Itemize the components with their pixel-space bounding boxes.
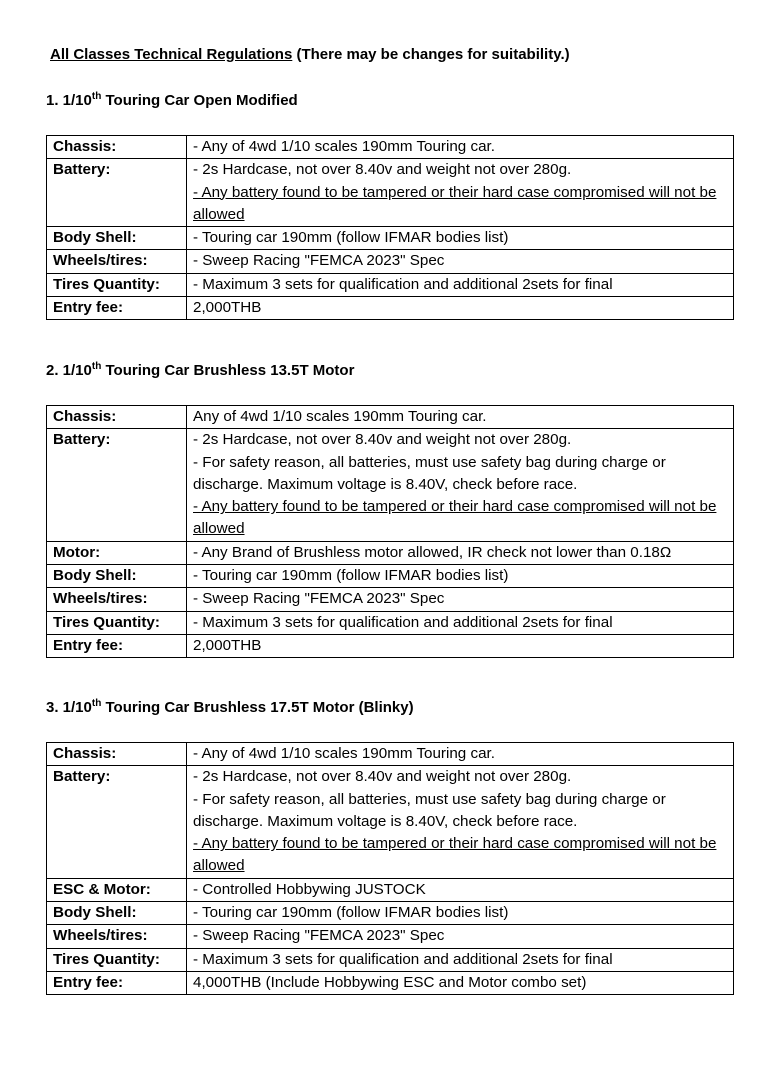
spec-row <box>47 971 734 994</box>
spec-label: Wheels/tires: <box>47 925 187 948</box>
spec-value-line: - Maximum 3 sets for qualification and additional 2sets for final <box>193 613 613 631</box>
spec-label: Body Shell: <box>47 902 187 925</box>
section-number: 2. 1/10 <box>46 362 92 379</box>
heading-note: (There may be changes for suitability.) <box>292 46 570 63</box>
spec-label: Motor: <box>47 541 187 564</box>
spec-row <box>47 136 734 159</box>
spec-value <box>187 406 734 429</box>
section-title-17-5t <box>46 699 414 716</box>
spec-label: Wheels/tires: <box>47 588 187 611</box>
section-superscript: th <box>91 91 102 102</box>
spec-value <box>187 588 734 611</box>
spec-table <box>46 135 734 320</box>
spec-value-line: - Sweep Racing "FEMCA 2023" Spec <box>193 252 445 270</box>
spec-row <box>47 250 734 273</box>
document-heading <box>50 46 570 63</box>
spec-label: Battery: <box>47 159 187 227</box>
spec-value <box>187 227 734 250</box>
section-superscript: th <box>91 361 102 372</box>
spec-label: Entry fee: <box>47 971 187 994</box>
section-superscript: th <box>91 698 102 709</box>
spec-value-line: discharge. Maximum voltage is 8.40V, check before race. <box>193 475 578 493</box>
spec-row <box>47 541 734 564</box>
spec-row <box>47 565 734 588</box>
spec-value <box>187 878 734 901</box>
spec-value-line: - Touring car 190mm (follow IFMAR bodies list) <box>193 904 509 922</box>
spec-row <box>47 297 734 320</box>
spec-row <box>47 766 734 878</box>
spec-value-line: - For safety reason, all batteries, must use safety bag during charge or <box>193 453 666 471</box>
spec-warning-text: - Any battery found to be tampered or their hard case compromised will not be allowed <box>193 183 717 223</box>
spec-value-line: discharge. Maximum voltage is 8.40V, check before race. <box>193 812 578 830</box>
spec-value-line: - Sweep Racing "FEMCA 2023" Spec <box>193 590 445 608</box>
spec-value-line: - 2s Hardcase, not over 8.40v and weight not over 280g. <box>193 431 572 449</box>
section-title-13-5t <box>46 362 354 379</box>
spec-row <box>47 273 734 296</box>
section-number: 3. 1/10 <box>46 699 92 716</box>
spec-value <box>187 136 734 159</box>
spec-value <box>187 766 734 878</box>
section-number: 1. 1/10 <box>46 92 92 109</box>
spec-label: Entry fee: <box>47 297 187 320</box>
spec-value-line: - Sweep Racing "FEMCA 2023" Spec <box>193 927 445 945</box>
spec-value-line: 4,000THB (Include Hobbywing ESC and Motor combo set) <box>193 973 587 991</box>
spec-label: Tires Quantity: <box>47 611 187 634</box>
spec-row <box>47 878 734 901</box>
spec-value <box>187 159 734 227</box>
spec-value <box>187 925 734 948</box>
spec-row <box>47 406 734 429</box>
spec-value <box>187 634 734 657</box>
spec-value-line: - For safety reason, all batteries, must use safety bag during charge or <box>193 790 666 808</box>
spec-warning-text: - Any battery found to be tampered or their hard case compromised will not be allowed <box>193 498 717 538</box>
spec-value-line: 2,000THB <box>193 299 262 317</box>
spec-value-line: - Controlled Hobbywing JUSTOCK <box>193 880 426 898</box>
spec-label: Battery: <box>47 766 187 878</box>
spec-value <box>187 902 734 925</box>
spec-label: Chassis: <box>47 743 187 766</box>
spec-label: ESC & Motor: <box>47 878 187 901</box>
spec-label: Tires Quantity: <box>47 273 187 296</box>
spec-row <box>47 902 734 925</box>
spec-row <box>47 925 734 948</box>
spec-value-line: - 2s Hardcase, not over 8.40v and weight not over 280g. <box>193 768 572 786</box>
section-name: Touring Car Brushless 17.5T Motor (Blinky) <box>101 699 414 716</box>
spec-value <box>187 565 734 588</box>
spec-value <box>187 541 734 564</box>
spec-label: Battery: <box>47 429 187 541</box>
spec-value <box>187 429 734 541</box>
spec-value <box>187 297 734 320</box>
spec-value-line: - Any of 4wd 1/10 scales 190mm Touring car. <box>193 138 495 155</box>
spec-label: Tires Quantity: <box>47 948 187 971</box>
spec-label: Chassis: <box>47 406 187 429</box>
spec-value <box>187 743 734 766</box>
spec-value-line: - Touring car 190mm (follow IFMAR bodies list) <box>193 567 509 585</box>
spec-label: Chassis: <box>47 136 187 159</box>
spec-table <box>46 742 734 995</box>
section-name: Touring Car Open Modified <box>101 92 298 109</box>
spec-row <box>47 588 734 611</box>
spec-value <box>187 971 734 994</box>
spec-warning-text: - Any battery found to be tampered or their hard case compromised will not be allowed <box>193 835 717 875</box>
spec-row <box>47 227 734 250</box>
spec-label: Body Shell: <box>47 565 187 588</box>
spec-label: Entry fee: <box>47 634 187 657</box>
spec-value-line: - Maximum 3 sets for qualification and additional 2sets for final <box>193 275 613 293</box>
section-name: Touring Car Brushless 13.5T Motor <box>101 362 355 379</box>
spec-value <box>187 948 734 971</box>
spec-value-line: - Any of 4wd 1/10 scales 190mm Touring car. <box>193 745 495 762</box>
spec-table <box>46 405 734 658</box>
spec-value-line: 2,000THB <box>193 636 262 654</box>
spec-row <box>47 634 734 657</box>
spec-row <box>47 611 734 634</box>
spec-value-line: Any of 4wd 1/10 scales 190mm Touring car. <box>193 408 487 425</box>
spec-value-line: - Any Brand of Brushless motor allowed, IR check not lower than 0.18Ω <box>193 543 672 561</box>
spec-value-line: - Maximum 3 sets for qualification and additional 2sets for final <box>193 950 613 968</box>
spec-value <box>187 611 734 634</box>
spec-row <box>47 743 734 766</box>
spec-value-line: - Touring car 190mm (follow IFMAR bodies list) <box>193 229 509 247</box>
spec-value-line: - 2s Hardcase, not over 8.40v and weight not over 280g. <box>193 161 572 179</box>
spec-label: Wheels/tires: <box>47 250 187 273</box>
section-title-open-modified <box>46 92 298 109</box>
spec-value <box>187 273 734 296</box>
spec-row <box>47 948 734 971</box>
spec-label: Body Shell: <box>47 227 187 250</box>
spec-row <box>47 159 734 227</box>
heading-title: All Classes Technical Regulations <box>50 46 293 63</box>
spec-row <box>47 429 734 541</box>
spec-value <box>187 250 734 273</box>
